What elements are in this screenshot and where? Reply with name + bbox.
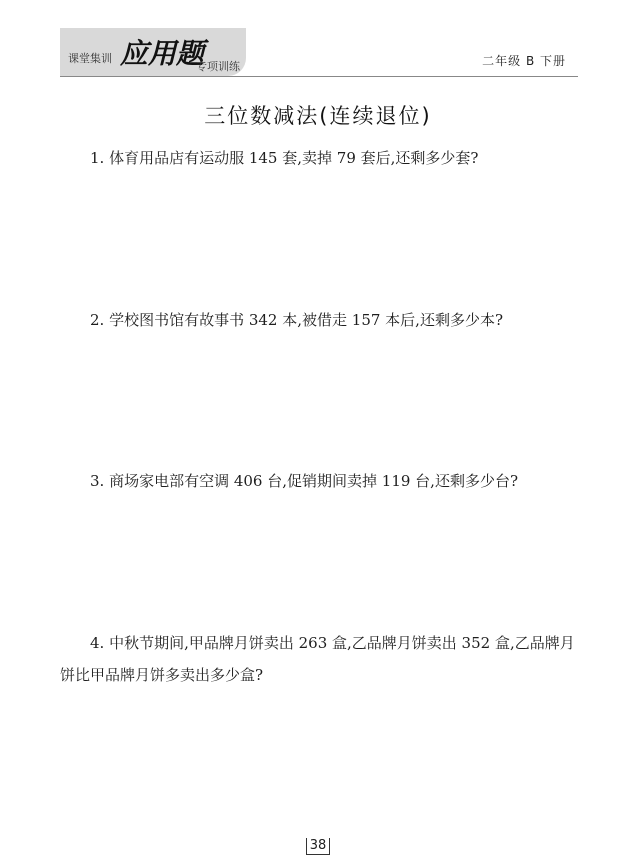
page-number [0,838,636,855]
question-1: 1. 体育用品店有运动服 145 套,卖掉 79 套后,还剩多少套? [90,149,479,167]
grade-label: 二年级 B 下册 [482,54,566,68]
page-title: 三位数减法(连续退位) [204,104,432,128]
brand-label-sub: 专项训练 [196,60,240,73]
question-2: 2. 学校图书馆有故事书 342 本,被借走 157 本后,还剩多少本? [90,311,503,329]
brand-label-small: 课堂集训 [68,52,112,65]
page-number-value: 38 [306,838,331,855]
question-4: 4. 中秋节期间,甲品牌月饼卖出 263 盒,乙品牌月饼卖出 352 盒,乙品牌月饼比甲品牌月饼多卖出多少盒? [60,634,575,684]
header-divider [60,76,578,77]
brand-logo-text: 应用题 [120,37,205,70]
question-3: 3. 商场家电部有空调 406 台,促销期间卖掉 119 台,还剩多少台? [90,472,518,490]
